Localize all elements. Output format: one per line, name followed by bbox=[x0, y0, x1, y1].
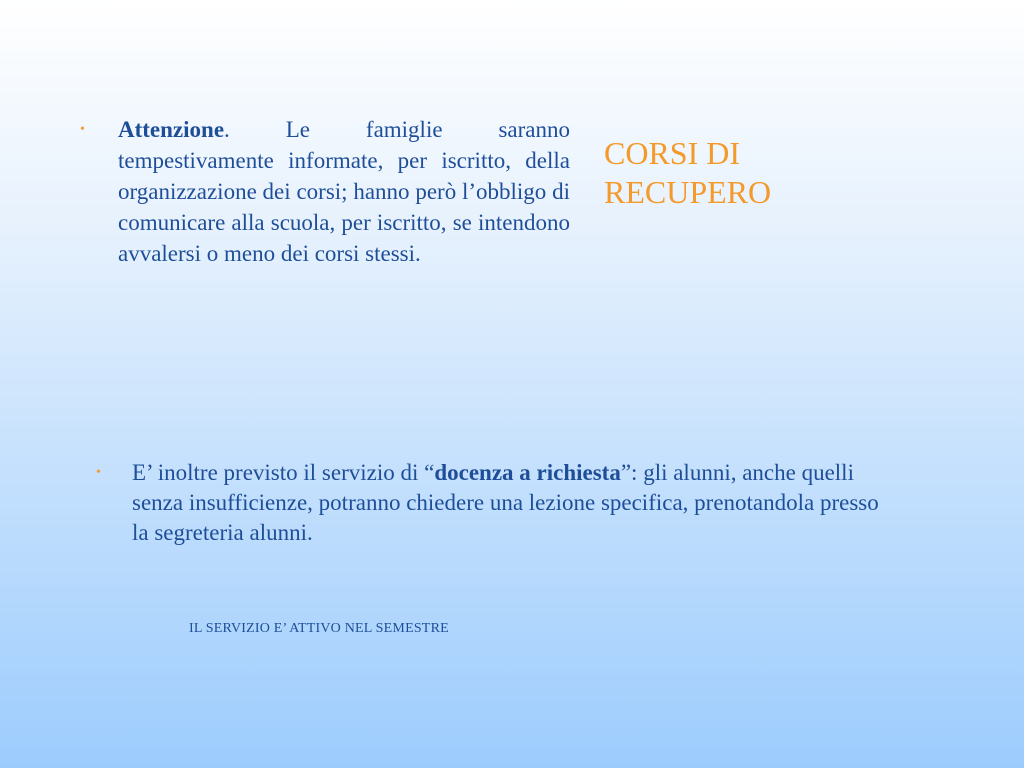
bullet-dot: • bbox=[96, 465, 101, 480]
bullet-item-service bbox=[96, 458, 886, 548]
service-bold-label: docenza a richiesta bbox=[434, 460, 621, 485]
title-line-2: RECUPERO bbox=[604, 174, 772, 210]
bullet-dot: • bbox=[80, 122, 85, 137]
footer-note: IL SERVIZIO E’ ATTIVO NEL SEMESTRE bbox=[189, 621, 449, 636]
attention-text: . Le famiglie saranno tempestivamente informate, per iscritto, della organizzazione dei corsi; hanno però l’obbligo di comunicare alla scuola, per iscritto, se intendono avvalersi o meno dei corsi stessi. bbox=[118, 117, 570, 266]
service-text-before: E’ inoltre previsto il servizio di “ bbox=[132, 460, 435, 485]
title-line-1: CORSI DI bbox=[604, 135, 741, 171]
service-text-after: ”: gli alunni, anche quelli senza insufficienze, potranno chiedere una lezione specifica, prenotandola presso la segreteria alunni. bbox=[132, 460, 879, 545]
slide-title bbox=[604, 134, 904, 212]
attention-paragraph bbox=[118, 114, 570, 269]
bullet-item-attention bbox=[80, 114, 570, 269]
attention-bold-label: Attenzione bbox=[118, 117, 225, 142]
service-paragraph bbox=[132, 458, 886, 548]
